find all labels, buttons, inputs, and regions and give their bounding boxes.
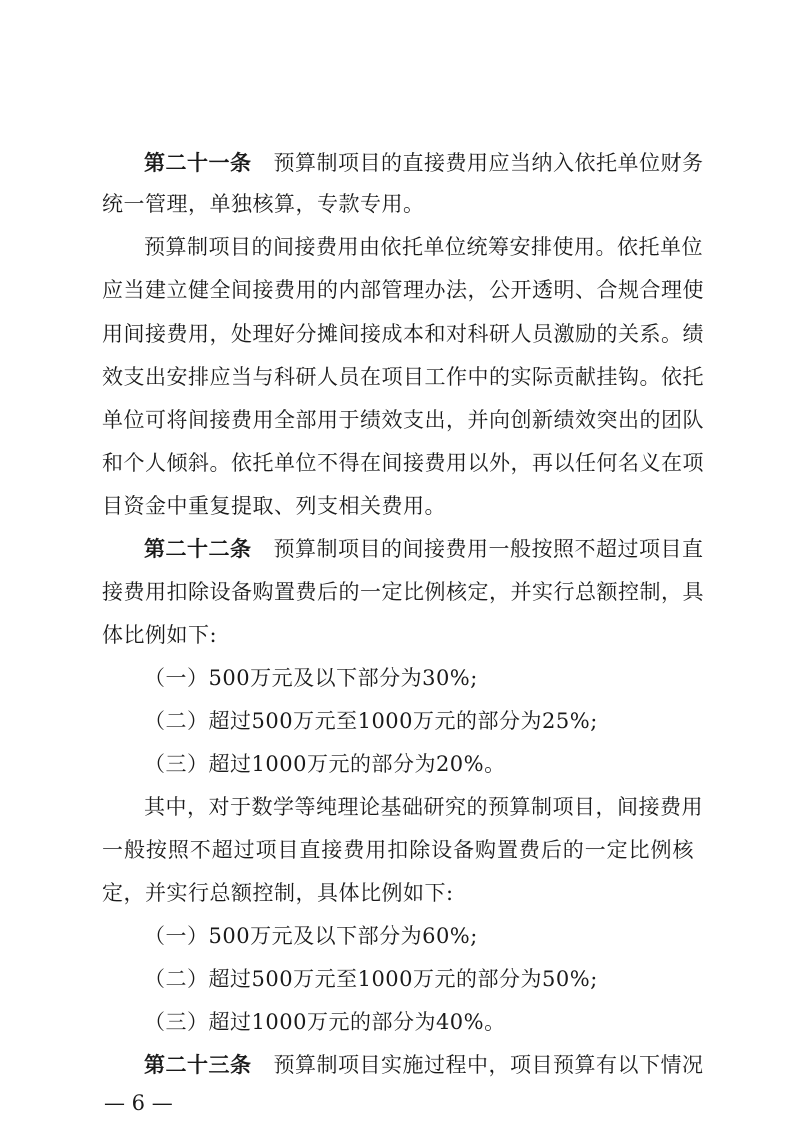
indirect-para-line-3: 用间接费用，处理好分摊间接成本和对科研人员激励的关系。绩 [102,322,704,346]
indirect-para-line-1: 预算制项目的间接费用由依托单位统筹安排使用。依托单位 [144,235,703,259]
article-23-text-1: 预算制项目实施过程中，项目预算有以下情况 [273,1053,704,1077]
article-23-title: 第二十三条 [144,1052,252,1077]
math-para-line-3: 定，并实行总额控制，具体比例如下: [102,881,454,905]
article-23-line-1 [144,1047,704,1083]
list-b-item-2: （二）超过500万元至1000万元的部分为50%; [144,967,598,991]
article-22-line-1 [144,531,704,567]
math-para-line-2: 一般按照不超过项目直接费用扣除设备购置费后的一定比例核 [102,838,694,862]
list-b-item-1: （一）500万元及以下部分为60%; [144,924,478,948]
list-a-item-1: （一）500万元及以下部分为30%; [144,666,478,690]
article-22-title: 第二十二条 [144,536,252,561]
indirect-para-line-6: 和个人倾斜。依托单位不得在间接费用以外，再以任何名义在项 [102,451,704,475]
article-21-title: 第二十一条 [144,150,252,175]
article-22-line-2: 接费用扣除设备购置费后的一定比例核定，并实行总额控制，具 [102,580,704,604]
math-para-line-1: 其中，对于数学等纯理论基础研究的预算制项目，间接费用 [144,795,703,819]
indirect-para-line-7: 目资金中重复提取、列支相关费用。 [102,494,446,518]
indirect-para-line-4: 效支出安排应当与科研人员在项目工作中的实际贡献挂钩。依托 [102,365,704,389]
list-a-item-2: （二）超过500万元至1000万元的部分为25%; [144,709,598,733]
list-b-item-3: （三）超过1000万元的部分为40%。 [144,1010,506,1034]
article-21-text-1: 预算制项目的直接费用应当纳入依托单位财务 [273,151,704,175]
list-a-item-3: （三）超过1000万元的部分为20%。 [144,752,506,776]
indirect-para-line-5: 单位可将间接费用全部用于绩效支出，并向创新绩效突出的团队 [102,408,704,432]
article-22-text-1: 预算制项目的间接费用一般按照不超过项目直 [273,537,704,561]
page-number: — 6 — [104,1091,173,1115]
article-21-line-2: 统一管理，单独核算，专款专用。 [102,192,425,216]
article-22-line-3: 体比例如下: [102,623,218,647]
article-21-line-1 [144,145,704,181]
indirect-para-line-2: 应当建立健全间接费用的内部管理办法，公开透明、合规合理使 [102,278,704,302]
